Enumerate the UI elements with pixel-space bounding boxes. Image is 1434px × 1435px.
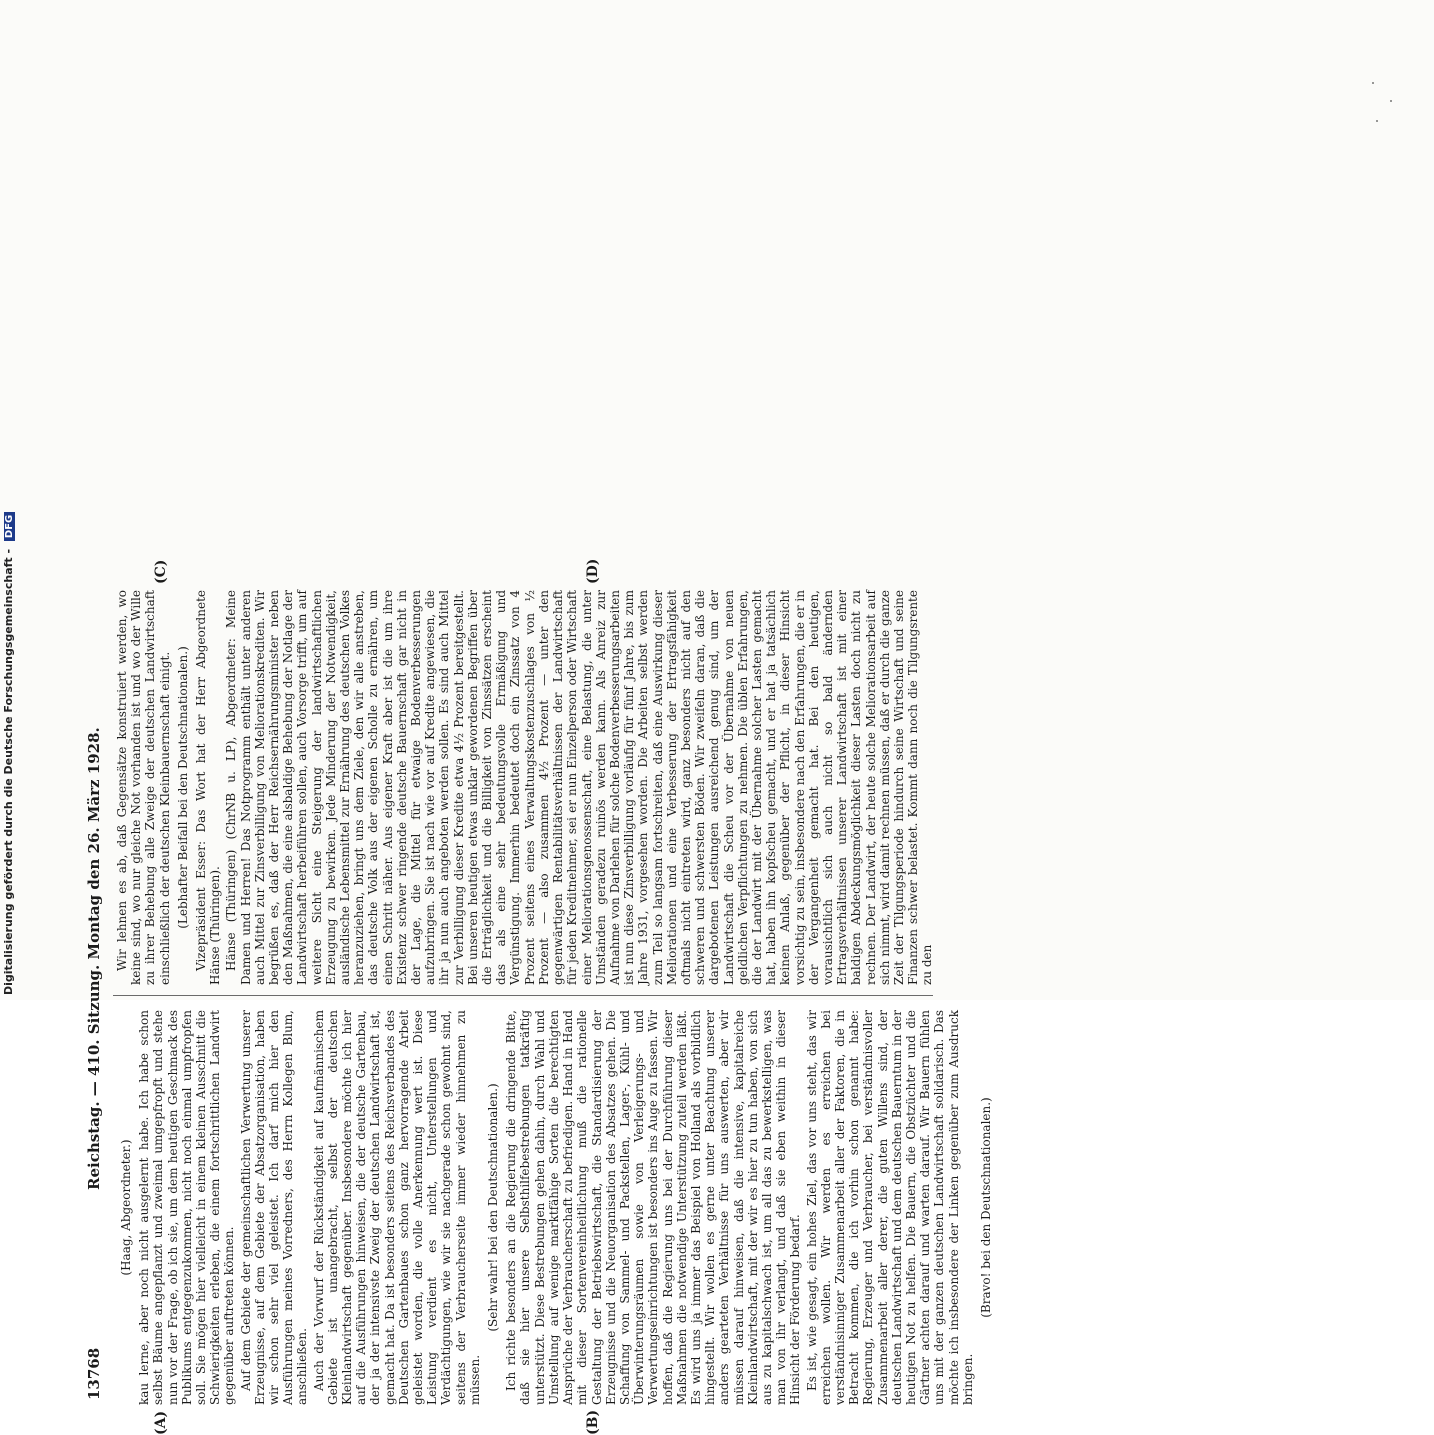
dfg-logo: DFG	[4, 512, 15, 541]
rotated-document-page	[85, 558, 1365, 1435]
paragraph: Auf dem Gebiete der gemeinschaftlichen Verwertung unserer Erzeugnisse, auf dem Gebiete der Absatzorganisation, haben wir schon sehr viel geleistet. Ich darf mich hier den Ausführungen meines Vorredners, des Herrn Kollegen Blum, anschließen.	[238, 1010, 310, 1405]
presiding-statement: Vizepräsident Esser: Das Wort hat der Herr Abgeordnete Hänse (Thüringen).	[194, 590, 223, 985]
running-header	[85, 570, 107, 1410]
margin-mark-d: (D)	[585, 558, 601, 584]
margin-mark-a: (A)	[153, 1410, 169, 1435]
margin-mark-b: (B)	[585, 1409, 601, 1435]
paragraph: Wir lehnen es ab, daß Gegensätze konstruiert werden, wo keine sind, wo nur gleiche Not vorhanden ist und wo der Wille zu ihrer Behebung alle Zweige der deutschen Landwirtschaft einschließlich der deutschen Kleinbauernschaft einigt.	[115, 590, 172, 985]
speaker-tag: (Haag, Abgeordneter.)	[119, 1139, 133, 1276]
paragraph: kau lerne, aber noch nicht ausgelernt habe. Ich habe schon selbst Bäume angepflanzt und zweimal umgepfropft und stehe nun vor der Frage, ob ich sie, um dem heutigen Geschmack des Publikums entgegenzukommen, nicht noch einmal umpfropfen soll. Sie mögen hier vielleicht in einem kleinen Ausschnitt die Schwierigkeiten erleben, die einem fortschrittlichen Landwirt gegenüber auftreten können.	[137, 1010, 237, 1405]
credit-text: Digitalisierung gefördert durch die Deutsche Forschungsgemeinschaft -	[2, 548, 15, 995]
paragraph: Hänse (Thüringen) (ChrNB u. LP), Abgeordneter: Meine Damen und Herren! Das Notprogramm enthält unter anderen auch Mittel zur Zinsverbilligung von Meliorationskrediten. Wir begrüßen es, daß der Herr Reichsernährungsminister neben den Maßnahmen, die eine alsbaldige Behebung der Notlage der Landwirtschaft herbeiführen sollen, auch Vorsorge trifft, um auf weitere Sicht eine Steigerung der landwirtschaftlichen Erzeugung zu bewirken. Jede Minderung der Notwendigkeit, ausländische Lebensmittel zur Ernährung des deutschen Volkes heranzuziehen, bringt uns dem Ziele, den wir alle anstreben, das deutsche Volk aus der eigenen Scholle zu ernähren, um einen Schritt näher. Aus eigener Kraft aber ist die um ihre Existenz schwer ringende deutsche Bauernschaft gar nicht in der Lage, die Mittel für etwaige Bodenverbesserungen aufzubringen. Sie ist nach wie vor auf Kredite angewiesen, die ihr ja nun auch angeboten werden sollen. Es sind auch Mittel zur Verbilligung dieser Kredite etwa 4½ Prozent bereitgestellt. Bei unseren heutigen etwas unklar gewordenen Begriffen über die Erträglichkeit und die Billigkeit von Zinssätzen erscheint das als eine sehr bedeutungsvolle Ermäßigung und Vergünstigung. Immerhin bedeutet doch ein Zinssatz von 4 Prozent seitens eines Verwaltungskostenzuschlages von ½ Prozent — also zusammen 4½ Prozent — unter den gegenwärtigen Rentabilitätsverhältnissen der Landwirtschaft für jeden Kreditnehmer, sei er nun Einzelperson oder Wirtschaft einer Meliorationsgenossenschaft, eine Belastung, die unter Umständen geradezu ruinös werden kann. Als Anreiz zur Aufnahme von Darlehen für solche Bodenverbesserungsarbeiten ist nun diese Zinsverbilligung vorläufig für fünf Jahre, bis zum Jahre 1931, vorgesehen worden. Die Arbeiten selbst werden zum Teil so langsam fortschreiten, daß eine Auswirkung dieser Meliorationen und eine Verbesserung der Ertragsfähigkeit oftmals nicht eintreten wird, ganz besonders nicht auf den schweren und schwersten Böden. Wir zweifeln daran, daß die dargebotenen Leistungen ausreichend genug sind, um der Landwirtschaft die Scheu vor der Übernahme von neuen geldlichen Verpflichtungen zu nehmen. Die üblen Erfahrungen, die der Landwirt mit der Übernahme solcher Lasten gemacht hat, haben ihn kopfscheu gemacht, und er hat ja tatsächlich keinen Anlaß, gegenüber der Pflicht, in dieser Hinsicht vorsichtig zu sein, insbesondere nach den Erfahrungen, die er in der Vergangenheit gemacht hat. Bei den heutigen, vorausichtlich sich auch nicht so bald ändernden Ertragsverhältnissen unserer Landwirtschaft ist mit einer baldigen Abdeckungsmöglichkeit dieser Lasten doch nicht zu rechnen. Der Landwirt, der heute solche Meliorationsarbeit auf sich nimmt, wird damit rechnen müssen, daß er durch die ganze Zeit der Tilgungsperiode hindurch seine Wirtschaft und seine Finanzen schwer belastet. Kommt dann noch die Tilgungsrente zu den	[224, 590, 935, 985]
paragraph: Auch der Vorwurf der Rückständigkeit auf kaufmännischem Gebiete ist unangebracht, selbst der deutschen Kleinlandwirtschaft gegenüber. Insbesondere möchte ich hier auf die Ausführungen hinweisen, die der deutsche Gartenbau, der ja der intensivste Zweig der deutschen Landwirtschaft ist, gemacht hat. Da ist besonders seitens des Reichsverbandes des Deutschen Gartenbaues schon ganz hervorragende Arbeit geleistet worden, die volle Anerkennung wert ist. Diese Leistung verdient es nicht, Unterstellungen und Verdächtigungen, wie wir sie nachgerade schon gewohnt sind, seitens der Verbraucherseite immer wieder hinnehmen zu müssen.	[311, 1010, 482, 1405]
paragraph: Es ist, wie gesagt, ein hohes Ziel, das vor uns steht, das wir erreichen wollen. Wir werden es erreichen bei verständnisinniger Zusammenarbeit aller der Faktoren, die in Betracht kommen, die ich vorhin schon genannt habe: Regierung, Erzeuger und Verbraucher, bei verständnisvoller Zusammenarbeit aller derer, die guten Willens sind, der deutschen Landwirtschaft und dem deutschen Bauerntum in der heutigen Not zu helfen. Die Bauern, die Obstzüchter und die Gärtner achten darauf und warten darauf. Wir Bauern fühlen uns mit der ganzen deutschen Landwirtschaft solidarisch. Das möchte ich insbesondere der Linken gegenüber zum Ausdruck bringen.	[804, 1010, 975, 1405]
scan-speck	[1372, 82, 1374, 84]
scan-speck	[1376, 120, 1378, 122]
interjection: (Lebhafter Beifall bei den Deutschnationalen.)	[175, 646, 190, 929]
scan-speck	[1390, 100, 1392, 102]
right-column	[115, 590, 937, 985]
paragraph: Ich richte besonders an die Regierung die dringende Bitte, daß sie hier unsere Selbsthilfebestrebungen tatkräftig unterstützt. Diese Bestrebungen gehen dahin, durch Wahl und Umstellung auf wenige marktfähige Sorten die berechtigten Ansprüche der Verbraucherschaft zu befriedigen. Hand in Hand mit dieser Sortenvereinheitlichung muß die rationelle Gestaltung der Betriebswirtschaft, die Standardisierung der Erzeugnisse und die Neuorganisation des Absatzes gehen. Die Schaffung von Sammel- und Packstellen, Lager-, Kühl- und Überwinterungsräumen sowie von Verleigerungs- und Verwertungseinrichtungen ist besonders ins Auge zu fassen. Wir hoffen, daß die Regierung uns bei der Durchführung dieser Maßnahmen die notwendige Unterstützung zuteil werden läßt. Es wird uns ja immer das Beispiel von Holland als vorbildlich hingestellt. Wir wollen es gerne unter Beachtung unserer anders gearteten Verhältnisse für uns auswerten, aber wir müssen darauf hinweisen, daß die intensive, kapitalreiche Kleinlandwirtschaft, mit der wir es hier zu tun haben, von sich aus zu kapitalschwach ist, um all das zu bewerkstelligen, was man von ihr verlangt, und daß sie eben weithin in dieser Hinsicht der Förderung bedarf.	[504, 1010, 803, 1405]
page-number: 13768	[85, 1347, 103, 1400]
margin-mark-c: (C)	[153, 559, 169, 584]
digitization-credit	[2, 512, 15, 995]
interjection: (Sehr wahr! bei den Deutschnationalen.)	[486, 1083, 501, 1332]
left-column	[115, 1010, 997, 1405]
running-head-text: Reichstag. — 410. Sitzung. Montag den 26. März 1928.	[85, 727, 103, 1190]
interjection: (Bravo! bei den Deutschnationalen.)	[978, 1097, 993, 1318]
column-divider	[113, 995, 933, 996]
